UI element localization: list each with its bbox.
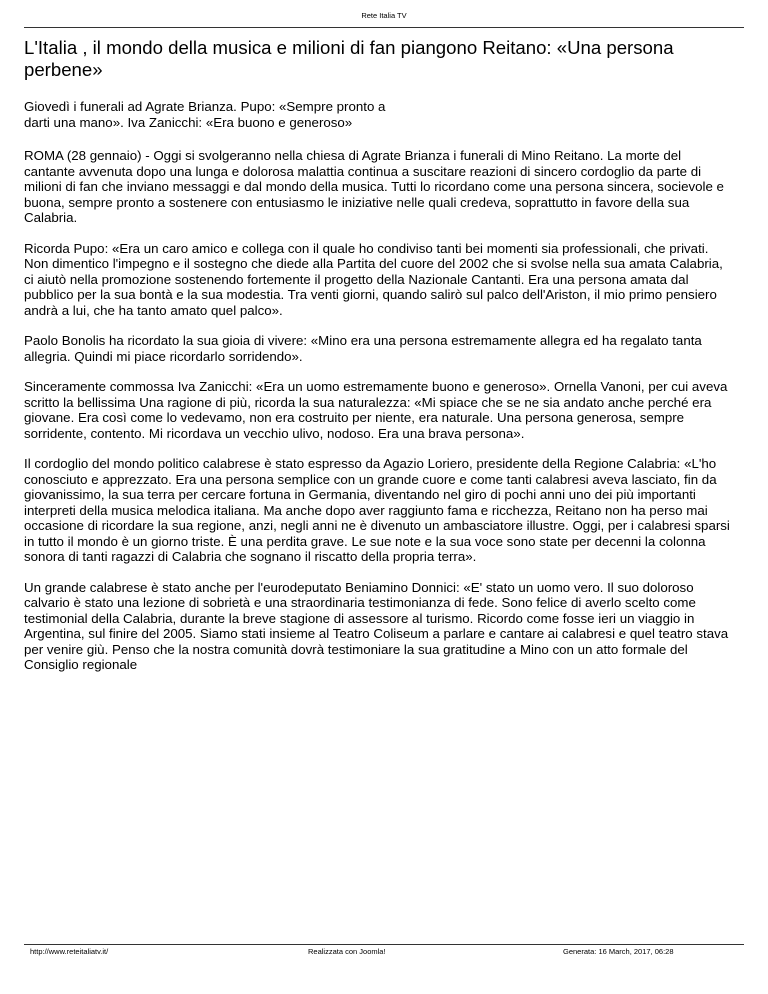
article-paragraph: Ricorda Pupo: «Era un caro amico e collega con il quale ho condiviso tanti bei momenti sia professionali, che privati. Non dimentico l'impegno e il sostegno che diede alla Partita del cuore del 2002 che si svolse nella sua amata Calabria, ci aiutò nella promozione sostenendo fortemente il progetto della Nazionale Cantanti. Era una persona amata dal pubblico per la sua bontà e la sua modestia. Tra venti giorni, quando salirò sul palco dell'Ariston, il mio primo pensiero andrà a lui, che ha tanto amato quel palco». — [24, 240, 723, 318]
footer-credit: Realizzata con Joomla! — [308, 947, 386, 956]
article-paragraph: Sinceramente commossa Iva Zanicchi: «Era un uomo estremamente buono e generoso». Ornella Vanoni, per cui aveva scritto la bellissima Una ragione di più, ricorda la sua naturalezza: «Mi spiace che se ne sia andato anche perché era giovane. Era così come lo vedevamo, non era costruito per niente, era naturale. Una persona generosa, sempre sorridente, contento. Mi ricordava un vecchio ulivo, nodoso. Era una brava persona». — [24, 379, 728, 441]
article-paragraph: ROMA (28 gennaio) - Oggi si svolgeranno nella chiesa di Agrate Brianza i funerali di Mino Reitano. La morte del cantante avvenuta dopo una lunga e dolorosa malattia continua a suscitare reazioni di sincero cordoglio da parte di milioni di fan che inviano messaggi e dal mondo della musica. Tutti lo ricordano come una persona sincera, socievole e buona, sempre pronto a sostenere con entusiasmo le iniziative nelle quali credeva, soprattutto in favore della sua Calabria. — [24, 148, 724, 225]
article-paragraph: Il cordoglio del mondo politico calabrese è stato espresso da Agazio Loriero, presidente della Regione Calabria: «L'ho conosciuto e apprezzato. Era una persona semplice con un grande cuore e come tanti calabresi aveva lasciato, fin da giovanissimo, la sua terra per cercare fortuna in Germania, diventando nel giro di pochi anni uno dei più importanti interpreti della musica melodica italiana. Ma anche dopo aver raggiunto fama e ricchezza, Reitano non ha perso mai occasione di ricordare la sua regione, anzi, negli anni ne è divenuto un ambasciatore illustre. Oggi, per i calabresi sparsi in tutto il mondo è un giorno triste. È una perdita grave. Le sue note e la sua voce sono state per decenni la colonna sonora di tanti ragazzi di Calabria che sognano il riscatto della propria terra». — [24, 456, 730, 564]
article-paragraph: Paolo Bonolis ha ricordato la sua gioia di vivere: «Mino era una persona estremamente allegra ed ha regalato tanta allegria. Quindi mi piace ricordarlo sorridendo». — [24, 333, 702, 364]
article-intro: Giovedì i funerali ad Agrate Brianza. Pupo: «Sempre pronto a darti una mano». Iva Zanicchi: «Era buono e generoso» — [24, 99, 386, 130]
article-title: L'Italia , il mondo della musica e milioni di fan piangono Reitano: «Una persona perbene» — [24, 37, 674, 80]
footer-divider — [24, 944, 744, 945]
footer-url[interactable]: http://www.reteitaliatv.it/ — [30, 947, 109, 956]
article-paragraph: Un grande calabrese è stato anche per l'eurodeputato Beniamino Donnici: «E' stato un uomo vero. Il suo doloroso calvario è stato una lezione di sobrietà e una straordinaria testimonianza di fede. Sono felice di averlo scelto come testimonial della Calabria, durante la breve stagione di assessore al turismo. Ricordo come fosse ieri un viaggio in Argentina, sul finire del 2005. Siamo stati insieme al Teatro Coliseum a parlare e cantare ai calabresi e quel teatro stava per venire giù. Penso che la nostra comunità dovrà testimoniare la sua gratitudine a Mino con un atto formale del Consiglio regionale — [24, 579, 729, 672]
footer-generated-date: Generata: 16 March, 2017, 06:28 — [563, 947, 674, 956]
header-divider — [24, 27, 744, 28]
site-name-header: Rete Italia TV — [361, 11, 407, 20]
article-body — [24, 99, 734, 688]
